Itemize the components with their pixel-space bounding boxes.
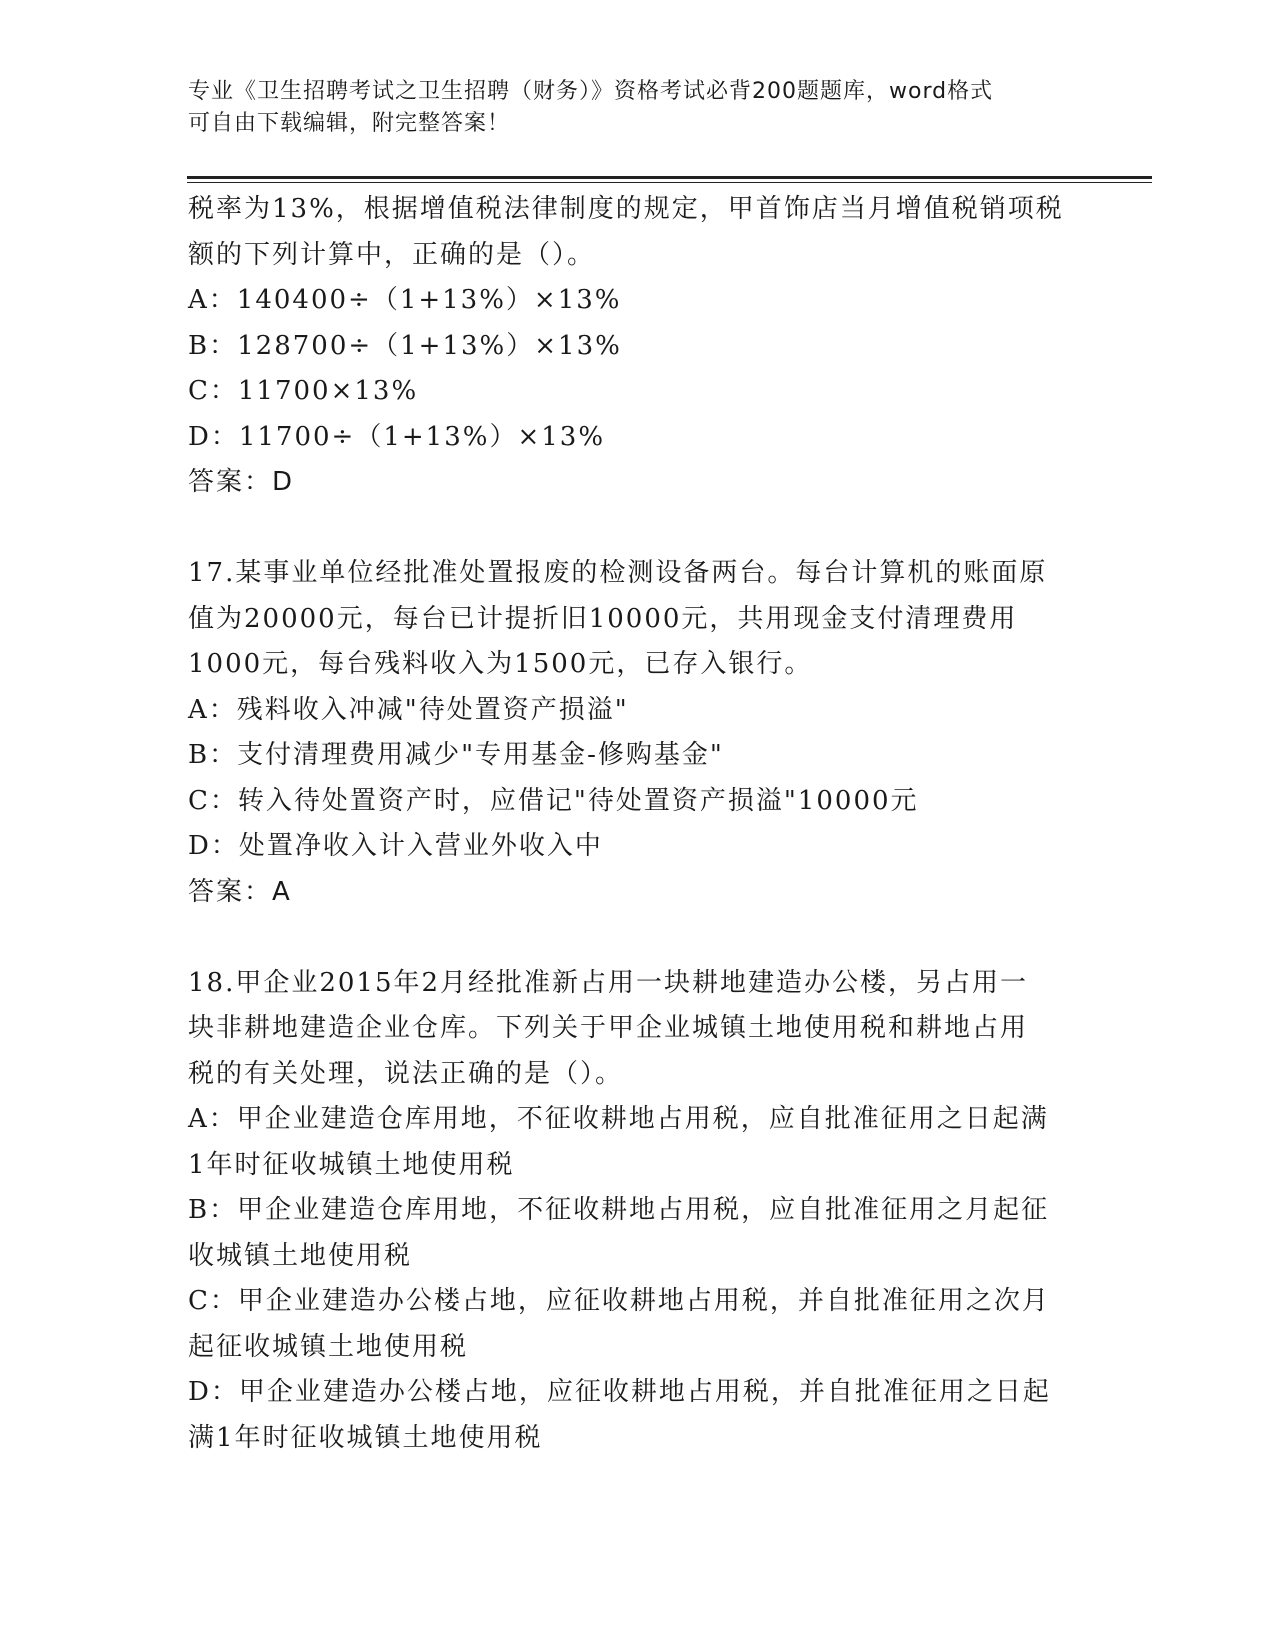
option-b: B：支付清理费用减少"专用基金-修购基金" bbox=[188, 740, 724, 770]
question-stem-line: 18.甲企业2015年2月经批准新占用一块耕地建造办公楼，另占用一 bbox=[188, 967, 1029, 998]
option-b: B：甲企业建造仓库用地，不征收耕地占用税，应自批准征用之月起征 bbox=[188, 1195, 1050, 1225]
answer-label: 答案：D bbox=[188, 467, 295, 497]
option-d: D：甲企业建造办公楼占地，应征收耕地占用税，并自批准征用之日起 bbox=[188, 1377, 1051, 1407]
question-stem-line: 税的有关处理，说法正确的是（）。 bbox=[188, 1058, 624, 1089]
header-title-line-2: 可自由下载编辑，附完整答案！ bbox=[188, 111, 511, 136]
option-d: D：11700÷（1+13%）×13% bbox=[188, 421, 606, 452]
option-b: B：128700÷（1+13%）×13% bbox=[188, 330, 622, 361]
option-a: A：甲企业建造仓库用地，不征收耕地占用税，应自批准征用之日起满 bbox=[188, 1104, 1049, 1134]
option-d: D：处置净收入计入营业外收入中 bbox=[188, 831, 603, 861]
question-spacer bbox=[188, 915, 1088, 961]
question-spacer bbox=[188, 506, 1088, 552]
question-stem-line: 块非耕地建造企业仓库。下列关于甲企业城镇土地使用税和耕地占用 bbox=[188, 1013, 1029, 1043]
question-stem-line: 1000元，每台残料收入为1500元，已存入银行。 bbox=[188, 649, 813, 679]
question-18 bbox=[188, 961, 1088, 1462]
option-c-continued: 起征收城镇土地使用税 bbox=[188, 1331, 469, 1362]
question-16 bbox=[188, 187, 1088, 506]
header-divider-thick bbox=[187, 176, 1152, 179]
option-c: C：转入待处置资产时，应借记"待处置资产损溢"10000元 bbox=[188, 785, 919, 816]
option-a: A：140400÷（1+13%）×13% bbox=[188, 285, 622, 315]
header-divider-thin bbox=[187, 182, 1152, 183]
option-a-continued: 1年时征收城镇土地使用税 bbox=[188, 1149, 515, 1180]
option-b-continued: 收城镇土地使用税 bbox=[188, 1240, 413, 1271]
document-header bbox=[188, 76, 1108, 140]
question-stem-line: 税率为13%，根据增值税法律制度的规定，甲首饰店当月增值税销项税 bbox=[188, 194, 1064, 224]
document-body bbox=[188, 187, 1088, 1461]
answer-label: 答案：A bbox=[188, 876, 292, 907]
option-d-continued: 满1年时征收城镇土地使用税 bbox=[188, 1422, 543, 1453]
question-stem-line: 值为20000元，每台已计提折旧10000元，共用现金支付清理费用 bbox=[188, 603, 1018, 634]
question-17 bbox=[188, 551, 1088, 915]
question-stem-line: 17.某事业单位经批准处置报废的检测设备两台。每台计算机的账面原 bbox=[188, 558, 1048, 588]
question-stem-line: 额的下列计算中，正确的是（）。 bbox=[188, 239, 596, 270]
option-a: A：残料收入冲减"待处置资产损溢" bbox=[188, 694, 629, 725]
option-c: C：11700×13% bbox=[188, 376, 419, 406]
header-title-line-1: 专业《卫生招聘考试之卫生招聘（财务）》资格考试必背200题题库，word格式 bbox=[188, 79, 994, 104]
option-c: C：甲企业建造办公楼占地，应征收耕地占用税，并自批准征用之次月 bbox=[188, 1286, 1050, 1316]
